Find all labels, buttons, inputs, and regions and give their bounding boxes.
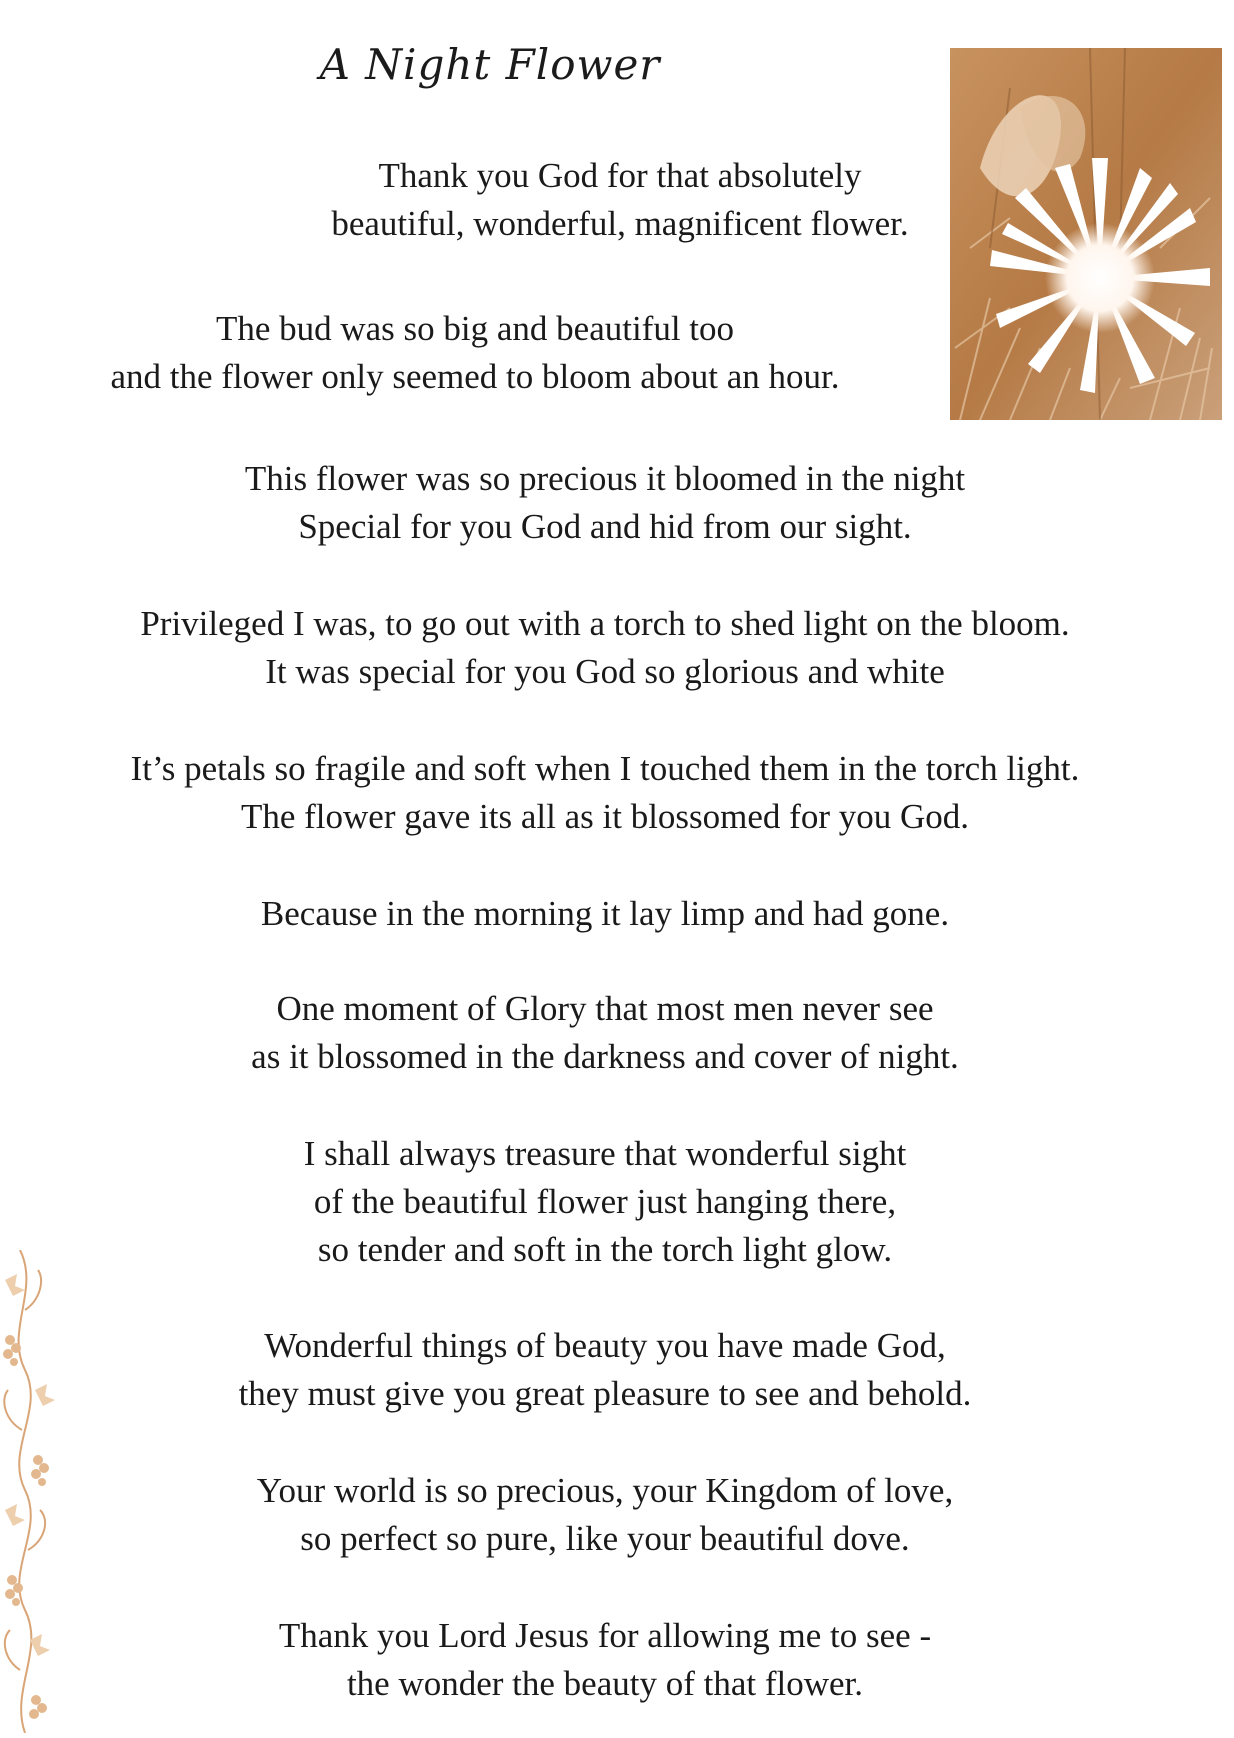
stanza-line: they must give you great pleasure to see and behold. [238, 1374, 972, 1413]
stanza-10 [5, 1467, 1205, 1563]
stanza-line: This flower was so precious it bloomed in the night [244, 459, 966, 498]
stanza-2 [0, 305, 1075, 401]
stanza-line: beautiful, wonderful, magnificent flower. [331, 204, 909, 243]
stanza-line: as it blossomed in the darkness and cover of night. [251, 1037, 959, 1076]
stanza-line: so tender and soft in the torch light glow. [317, 1230, 893, 1269]
stanza-line: It was special for you God so glorious and white [265, 652, 945, 691]
stanza-1 [20, 152, 1220, 248]
stanza-line: Wonderful things of beauty you have made God, [264, 1326, 946, 1365]
stanza-line: and the flower only seemed to bloom about an hour. [110, 357, 840, 396]
poem-title: A Night Flower [319, 40, 661, 89]
stanza-4 [5, 600, 1205, 696]
stanza-line: One moment of Glory that most men never see [276, 989, 934, 1028]
stanza-9 [5, 1322, 1205, 1418]
stanza-line: Privileged I was, to go out with a torch to shed light on the bloom. [140, 604, 1070, 643]
stanza-11 [5, 1612, 1205, 1708]
stanza-line: the wonder the beauty of that flower. [346, 1664, 864, 1703]
stanza-5 [5, 745, 1205, 841]
stanza-line: Special for you God and hid from our sight. [298, 507, 912, 546]
stanza-8 [5, 1130, 1205, 1274]
stanza-line: Thank you Lord Jesus for allowing me to see - [278, 1616, 932, 1655]
stanza-line: Because in the morning it lay limp and had gone. [260, 894, 950, 933]
stanza-line: It’s petals so fragile and soft when I touched them in the torch light. [130, 749, 1080, 788]
stanza-7 [5, 985, 1205, 1081]
stanza-line: Your world is so precious, your Kingdom of love, [256, 1471, 954, 1510]
stanza-3 [5, 455, 1205, 551]
stanza-line: The bud was so big and beautiful too [215, 309, 735, 348]
stanza-line: The flower gave its all as it blossomed for you God. [240, 797, 970, 836]
stanza-line: Thank you God for that absolutely [378, 156, 862, 195]
stanza-line: I shall always treasure that wonderful sight [303, 1134, 907, 1173]
stanza-line: of the beautiful flower just hanging there, [313, 1182, 897, 1221]
grape-vine-border-icon [0, 1250, 60, 1733]
stanza-line: so perfect so pure, like your beautiful dove. [300, 1519, 910, 1558]
stanza-6 [5, 890, 1205, 938]
